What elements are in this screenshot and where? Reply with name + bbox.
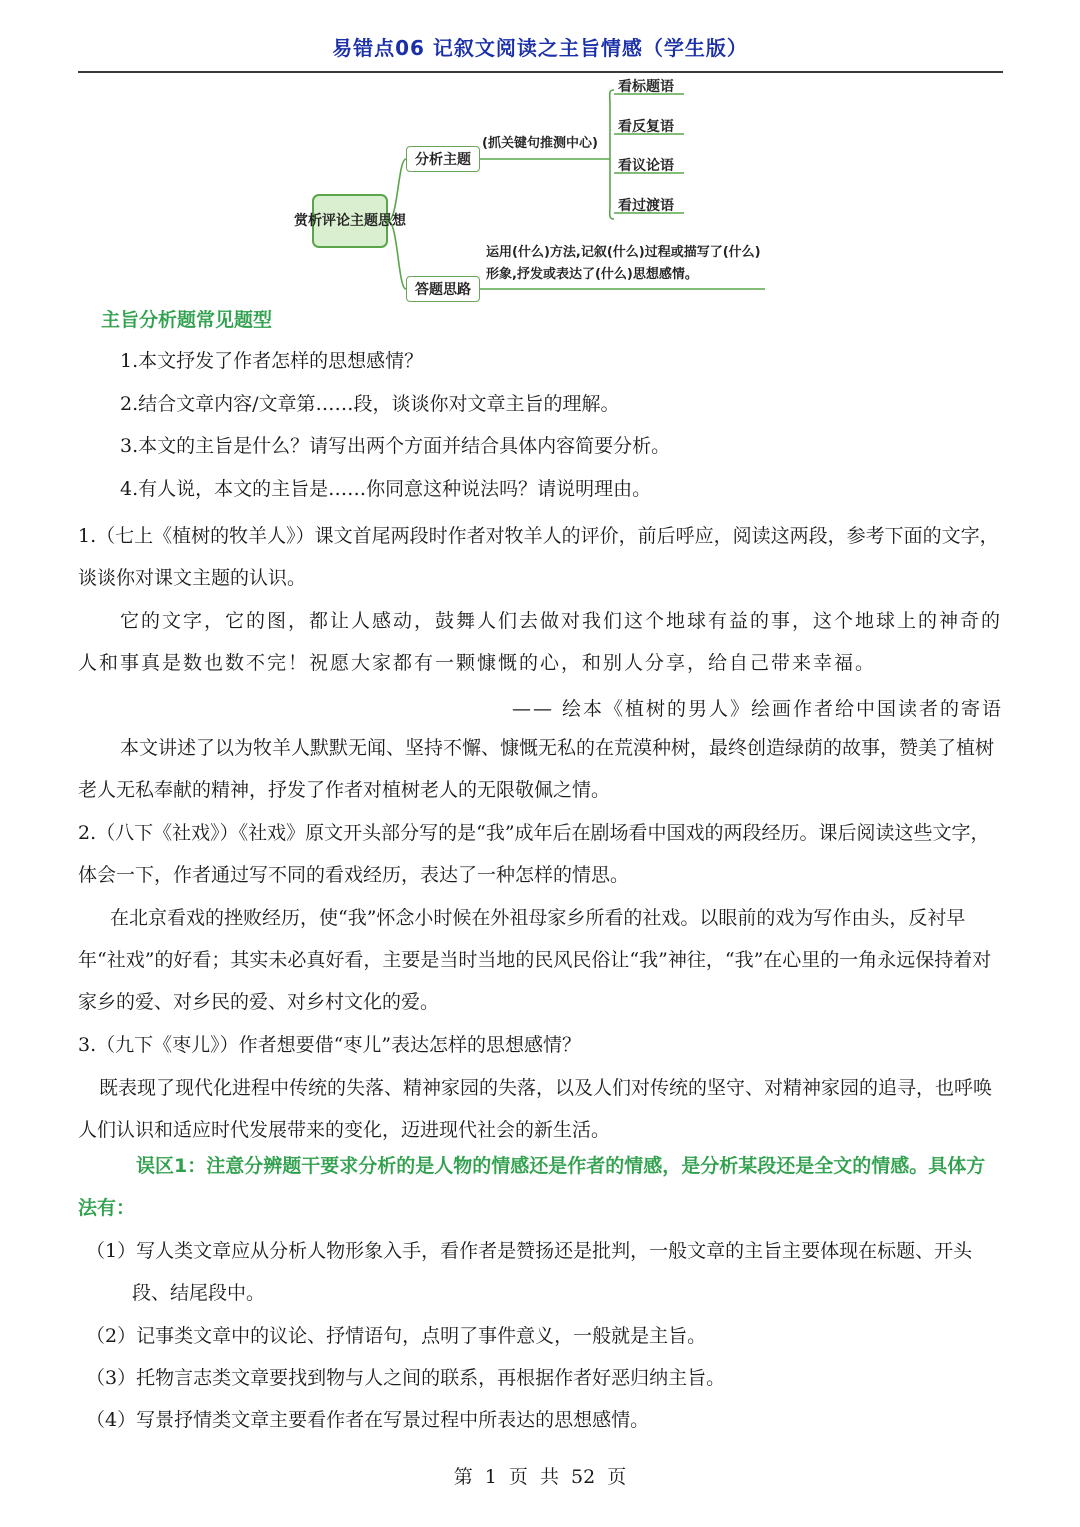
question-type-item: 1.本文抒发了作者怎样的思想感情？ (120, 350, 424, 372)
connector-root-answer (388, 221, 406, 289)
mind-map-leaf: 看议论语 (618, 158, 674, 174)
example-question-1: 1.（七上《植树的牧羊人》）课文首尾两段时作者对牧羊人的评价，前后呼应，阅读这两段，参考下面的文字，谈谈你对课文主题的认识。 (78, 525, 999, 589)
example-3-answer: 既表现了现代化进程中传统的失落、精神家园的失落，以及人们对传统的坚守、对精神家园的追寻，也呼唤人们认识和适应时代发展带来的变化，迈进现代社会的新生活。 (78, 1077, 993, 1141)
mind-map-leaf: 看反复语 (618, 119, 674, 135)
mind-map-leaf: 看过渡语 (618, 198, 674, 214)
page-header-title: 易错点06 记叙文阅读之主旨情感（学生版） (332, 36, 748, 60)
mistake-zone-title: 误区1：注意分辨题干要求分析的是人物的情感还是作者的情感，是分析某段还是全文的情感。具体方法有： (78, 1155, 986, 1219)
example-1-quote: 它的文字，它的图，都让人感动，鼓舞人们去做对我们这个地球有益的事，这个地球上的神奇的人和事真是数也数不完！祝愿大家都有一颗慷慨的心，和别人分享，给自己带来幸福。 (78, 610, 1003, 674)
bracket-leaves (610, 90, 614, 219)
question-type-item: 4.有人说，本文的主旨是……你同意这种说法吗？请说明理由。 (120, 478, 652, 500)
page-footer: 第 1 页 共 52 页 (453, 1466, 627, 1488)
header-divider (78, 71, 1003, 73)
method-item: （3）托物言志类文章要找到物与人之间的联系，再根据作者好恶归纳主旨。 (86, 1367, 726, 1389)
example-question-3: 3.（九下《枣儿》）作者想要借“枣儿”表达怎样的思想感情？ (78, 1034, 582, 1056)
example-1-answer: 本文讲述了以为牧羊人默默无闻、坚持不懈、慷慨无私的在荒漠种树，最终创造绿荫的故事，赞美了植树老人无私奉献的精神，抒发了作者对植树老人的无限敬佩之情。 (78, 737, 995, 801)
example-2-answer: 在北京看戏的挫败经历，使“我”怀念小时候在外祖母家乡所看的社戏。以眼前的戏为写作由头，反衬早年“社戏”的好看；其实未必真好看，主要是当时当地的民风民俗让“我”神往，“我”在心里的一角永远保持着对家乡的爱、对乡民的爱、对乡村文化的爱。 (78, 907, 992, 1013)
question-types-heading: 主旨分析题常见题型 (101, 309, 273, 331)
example-question-2: 2.（八下《社戏》）《社戏》原文开头部分写的是“我”成年后在剧场看中国戏的两段经历。课后阅读这些文字，体会一下，作者通过写不同的看戏经历，表达了一种怎样的情思。 (78, 822, 990, 886)
mind-map (294, 74, 780, 306)
method-item: （4）写景抒情类文章主要看作者在写景过程中所表达的思想感情。 (86, 1409, 650, 1431)
question-type-item: 2.结合文章内容/文章第……段，谈谈你对文章主旨的理解。 (120, 393, 620, 415)
mind-map-answer-text: 运用(什么)方法,记叙(什么)过程或描写了(什么)形象,抒发或表达了(什么)思想感情。 (486, 245, 761, 282)
mind-map-leaf: 看标题语 (618, 79, 674, 95)
mind-map-answer-node: 答题思路 (406, 276, 480, 302)
method-item: （1）写人类文章应从分析人物形象入手，看作者是赞扬还是批判，一般文章的主旨主要体现在标题、开头段、结尾段中。 (86, 1240, 973, 1304)
example-1-quote-source: —— 绘本《植树的男人》绘画作者给中国读者的寄语 (511, 698, 1003, 720)
question-type-item: 3.本文的主旨是什么？请写出两个方面并结合具体内容简要分析。 (120, 435, 671, 457)
method-item: （2）记事类文章中的议论、抒情语句，点明了事件意义，一般就是主旨。 (86, 1325, 707, 1347)
mind-map-analyze-note: (抓关键句推测中心) (482, 136, 598, 151)
mind-map-root: 赏析评论主题思想 (312, 194, 388, 248)
mind-map-analyze-node: 分析主题 (406, 146, 480, 172)
